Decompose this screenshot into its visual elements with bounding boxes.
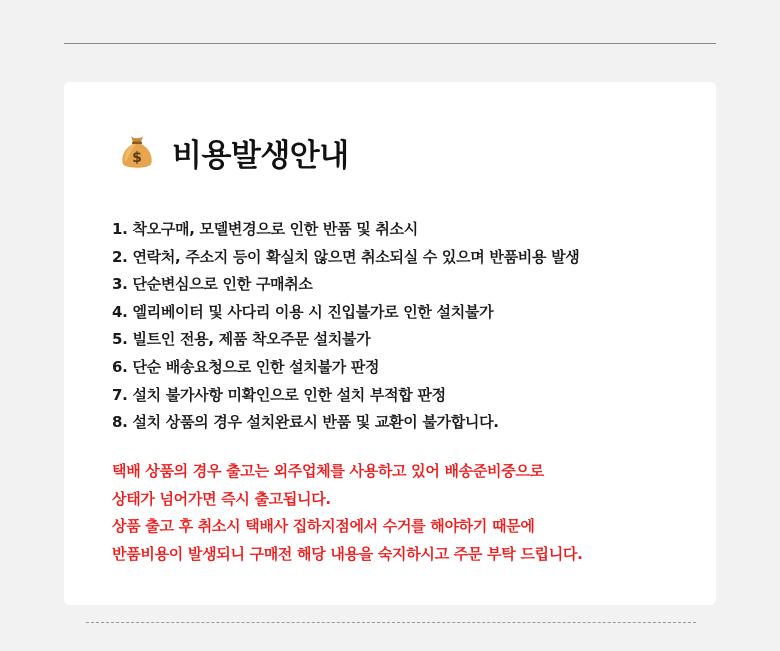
- title-row: [120, 130, 349, 174]
- list-item: 8. 설치 상품의 경우 설치완료시 반품 및 교환이 불가합니다.: [112, 413, 499, 432]
- list-item: 7. 설치 불가사항 미확인으로 인한 설치 부적합 판정: [112, 385, 446, 404]
- page-title: 비용발생안내: [172, 137, 349, 174]
- list-item: 2. 연락처, 주소지 등이 확실치 않으면 취소되실 수 있으며 반품비용 발생: [112, 247, 580, 266]
- notice-line: 반품비용이 발생되니 구매전 해당 내용을 숙지하시고 주문 부탁 드립니다.: [112, 544, 583, 563]
- list-item: 4. 엘리베이터 및 사다리 이용 시 진입불가로 인한 설치불가: [112, 302, 494, 321]
- list-item: 5. 빌트인 전용, 제품 착오주문 설치불가: [112, 330, 371, 349]
- svg-text:$: $: [132, 150, 142, 166]
- top-divider: [64, 43, 716, 44]
- money-bag-icon: [120, 133, 154, 171]
- list-item: 6. 단순 배송요청으로 인한 설치불가 판정: [112, 357, 380, 376]
- shipping-notice: [112, 458, 582, 568]
- bottom-divider: [86, 622, 696, 623]
- cost-notice-card: [64, 82, 716, 605]
- notice-line: 택배 상품의 경우 출고는 외주업체를 사용하고 있어 배송준비중으로: [112, 462, 544, 480]
- cost-conditions-list: [112, 216, 579, 437]
- notice-line: 상태가 넘어가면 즉시 출고됩니다.: [112, 489, 331, 508]
- notice-line: 상품 출고 후 취소시 택배사 집하지점에서 수거를 해야하기 때문에: [112, 517, 535, 535]
- list-item: 1. 착오구매, 모델변경으로 인한 반품 및 취소시: [112, 220, 418, 238]
- list-item: 3. 단순변심으로 인한 구매취소: [112, 275, 313, 294]
